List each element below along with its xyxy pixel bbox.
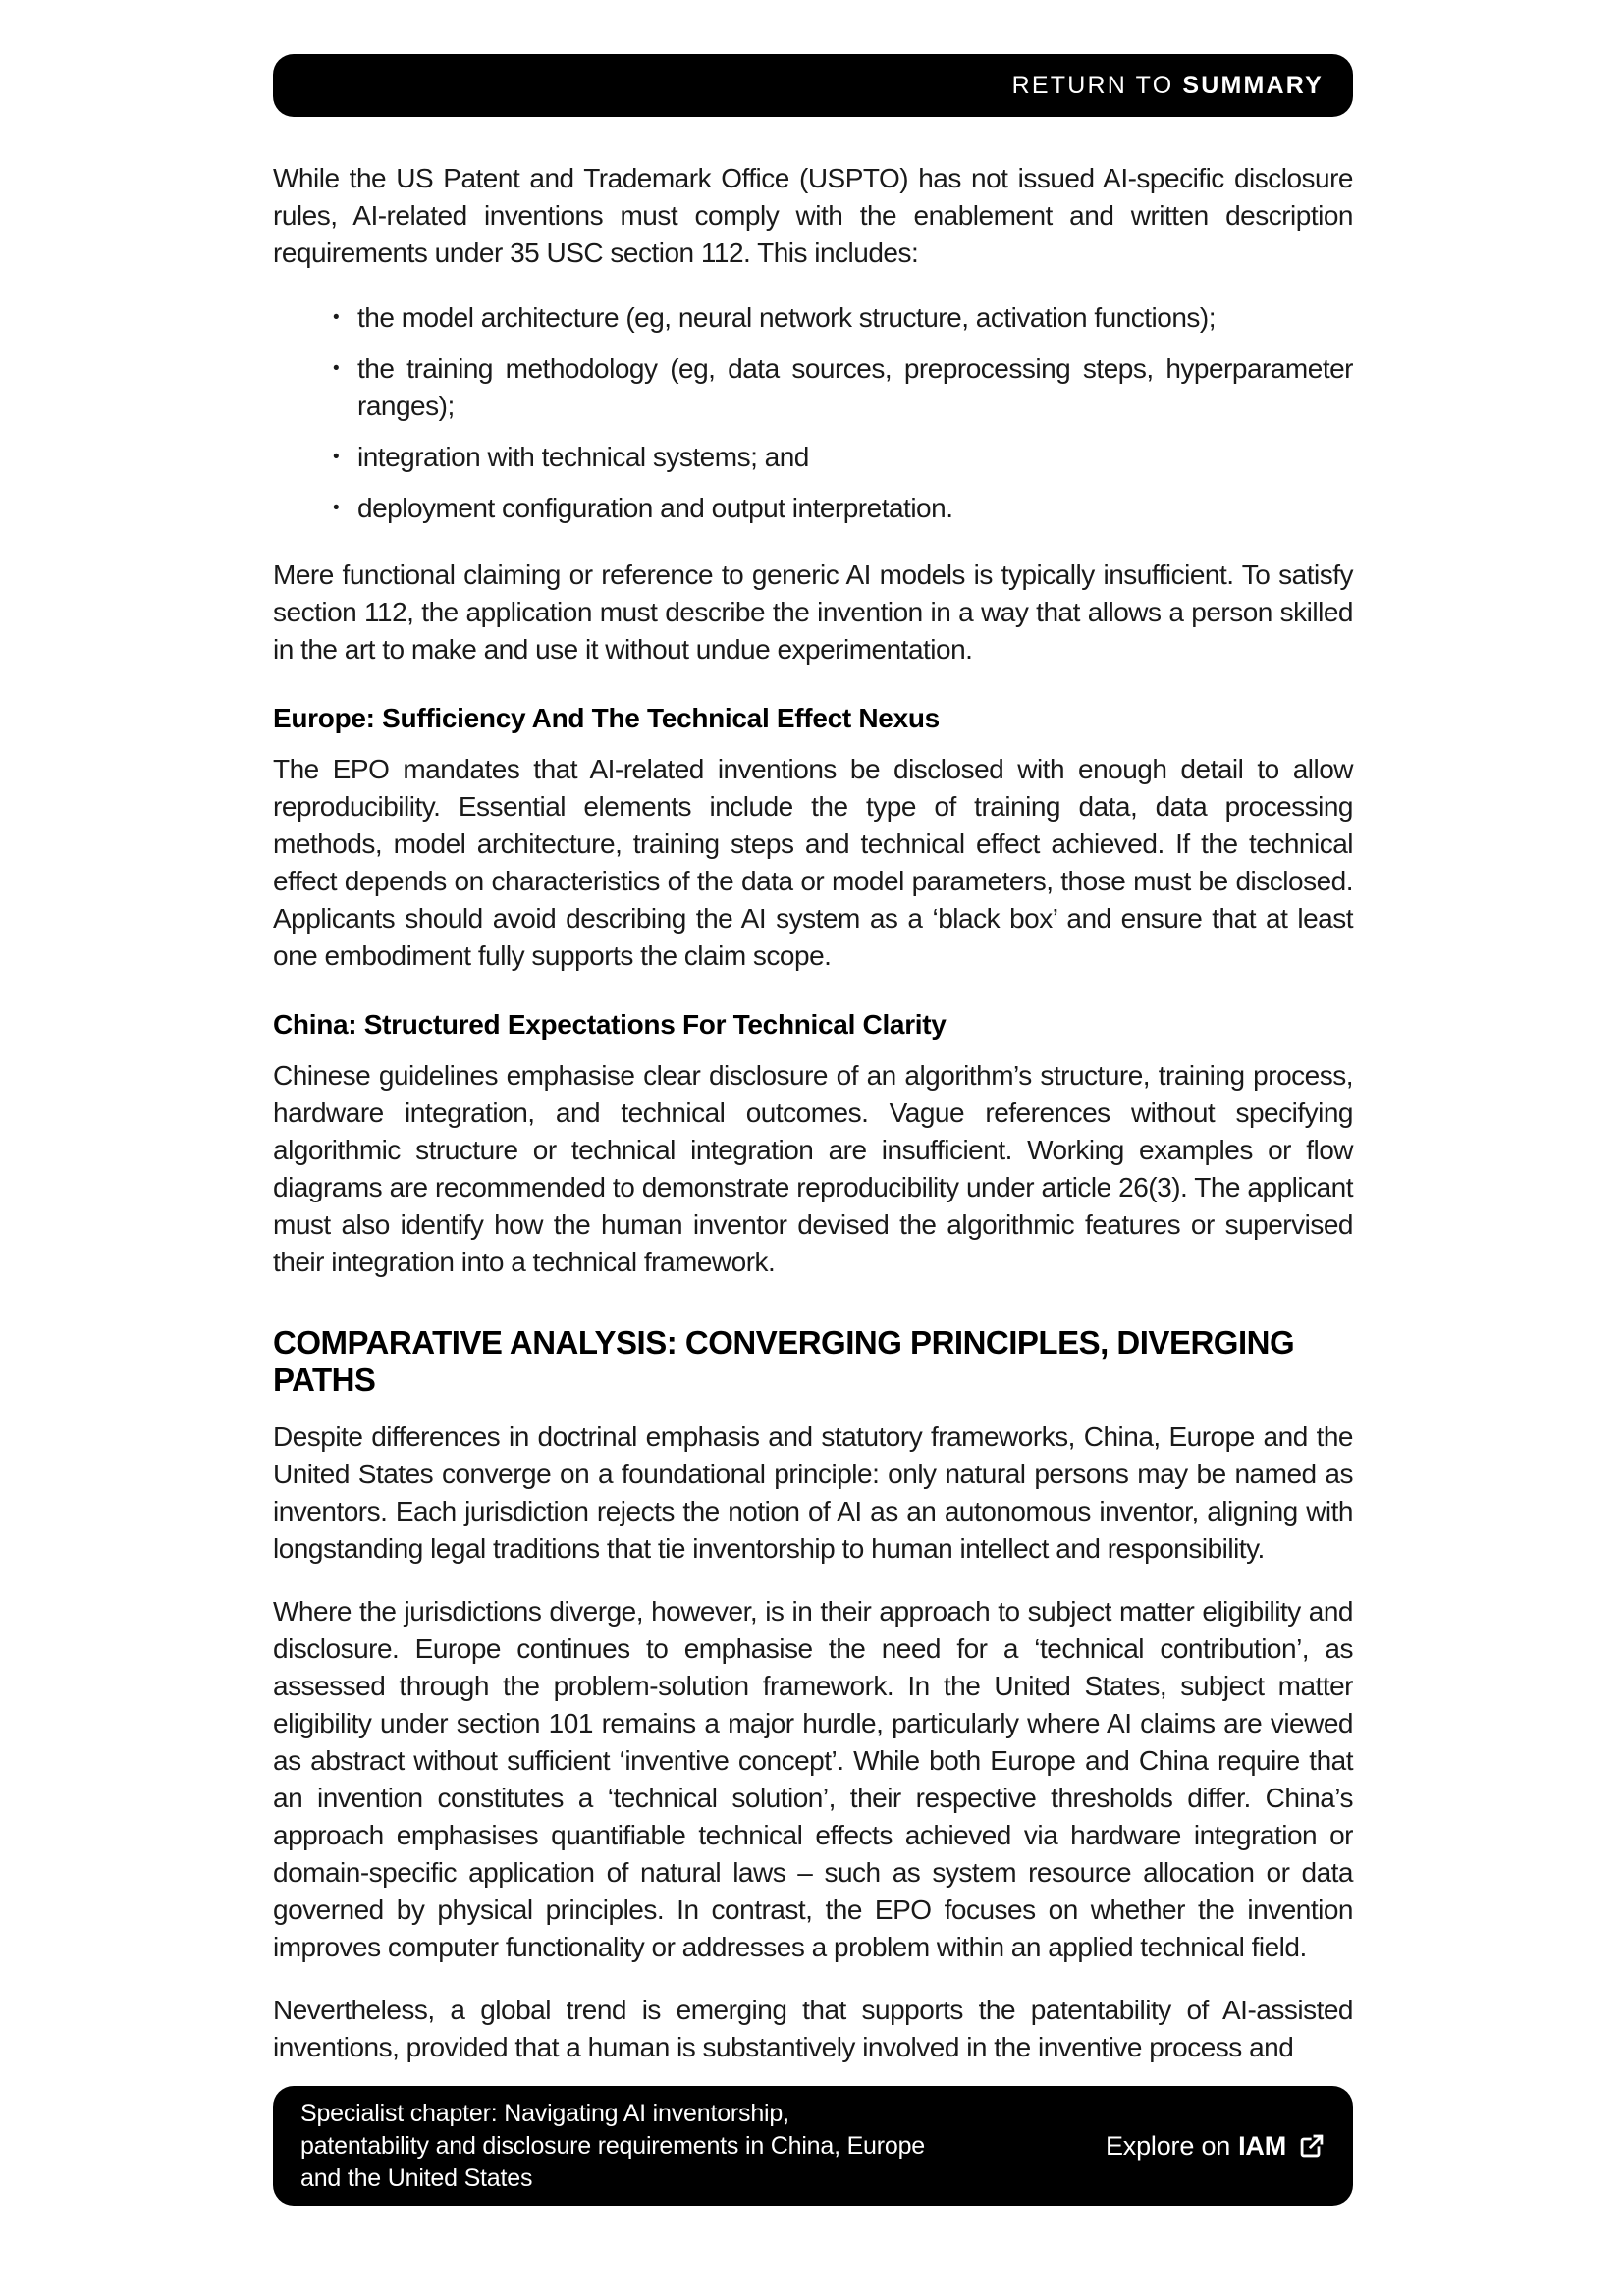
europe-section-paragraph: The EPO mandates that AI-related inventions be disclosed with enough detail to allow reproducibility. Essential elements include the type of training data, data processing methods, model architecture, training steps and technical effect achieved. If the technical effect depends on characteristics of the data or model parameters, those must be disclosed. Applicants should avoid describing the AI system as a ‘black box’ and ensure that at least one embodiment fully supports the claim scope. [273, 754, 1353, 971]
explore-prefix-label: Explore on [1106, 2130, 1231, 2161]
intro-paragraph: While the US Patent and Trademark Office (USPTO) has not issued AI-specific disclosure rules, AI-related inventions must comply with the enablement and written description requirements under 35 USC section 112. This includes: [273, 163, 1353, 268]
return-prefix-label: RETURN TO [1011, 71, 1174, 99]
return-emphasis-label: SUMMARY [1182, 71, 1324, 99]
comparative-analysis-heading: COMPARATIVE ANALYSIS: CONVERGING PRINCIPLES, DIVERGING PATHS [273, 1324, 1295, 1398]
list-item: • integration with technical systems; and [357, 439, 1353, 476]
article-body [273, 160, 1353, 2066]
disclosure-list [273, 299, 1353, 527]
chapter-title-line: and the United States [300, 2163, 533, 2192]
chapter-title [300, 2098, 925, 2195]
china-section-heading: China: Structured Expectations For Technical Clarity [273, 1009, 947, 1040]
footer-bar [273, 2086, 1353, 2206]
return-to-summary-link[interactable] [273, 54, 1353, 117]
chapter-title-line: patentability and disclosure requirements in China, Europe [300, 2131, 925, 2160]
explore-on-iam-link[interactable] [1106, 2131, 1326, 2162]
list-item: • deployment configuration and output interpretation. [357, 490, 1353, 527]
comparative-paragraph-2: Where the jurisdictions diverge, however, is in their approach to subject matter eligibility and disclosure. Europe continues to emphasise the need for a ‘technical contribution’, as assessed through the problem-solution framework. In the United States, subject matter eligibility under section 101 remains a major hurdle, particularly where AI claims are viewed as abstract without sufficient ‘inventive concept’. While both Europe and China require that an invention constitutes a ‘technical solution’, their respective thresholds differ. China’s approach emphasises quantifiable technical effects achieved via hardware integration or domain-specific application of natural laws – such as system resource allocation or data governed by physical principles. In contrast, the EPO focuses on whether the invention improves computer functionality or addresses a problem within an applied technical field. [273, 1596, 1353, 1962]
europe-section-heading: Europe: Sufficiency And The Technical Effect Nexus [273, 703, 940, 733]
chapter-title-line: Specialist chapter: Navigating AI inventorship, [300, 2099, 789, 2127]
explore-emphasis-label: IAM [1238, 2130, 1286, 2161]
comparative-paragraph-3: Nevertheless, a global trend is emerging that supports the patentability of AI-assisted inventions, provided that a human is substantively involved in the inventive process and [273, 1995, 1353, 2062]
enablement-paragraph: Mere functional claiming or reference to generic AI models is typically insufficient. To satisfy section 112, the application must describe the invention in a way that allows a person skilled in the art to make and use it without undue experimentation. [273, 560, 1353, 665]
china-section-paragraph: Chinese guidelines emphasise clear disclosure of an algorithm’s structure, training process, hardware integration, and technical outcomes. Vague references without specifying algorithmic structure or technical integration are insufficient. Working examples or flow diagrams are recommended to demonstrate reproducibility under article 26(3). The applicant must also identify how the human inventor devised the algorithmic features or supervised their integration into a technical framework. [273, 1060, 1353, 1277]
external-link-icon [1298, 2132, 1326, 2160]
list-item: • the training methodology (eg, data sources, preprocessing steps, hyperparameter ranges); [357, 350, 1353, 425]
list-item: • the model architecture (eg, neural network structure, activation functions); [357, 299, 1353, 337]
comparative-paragraph-1: Despite differences in doctrinal emphasis and statutory frameworks, China, Europe and the United States converge on a foundational principle: only natural persons may be named as inventors. Each jurisdiction rejects the notion of AI as an autonomous inventor, aligning with longstanding legal traditions that tie inventorship to human intellect and responsibility. [273, 1421, 1353, 1564]
content-column [273, 54, 1353, 2092]
